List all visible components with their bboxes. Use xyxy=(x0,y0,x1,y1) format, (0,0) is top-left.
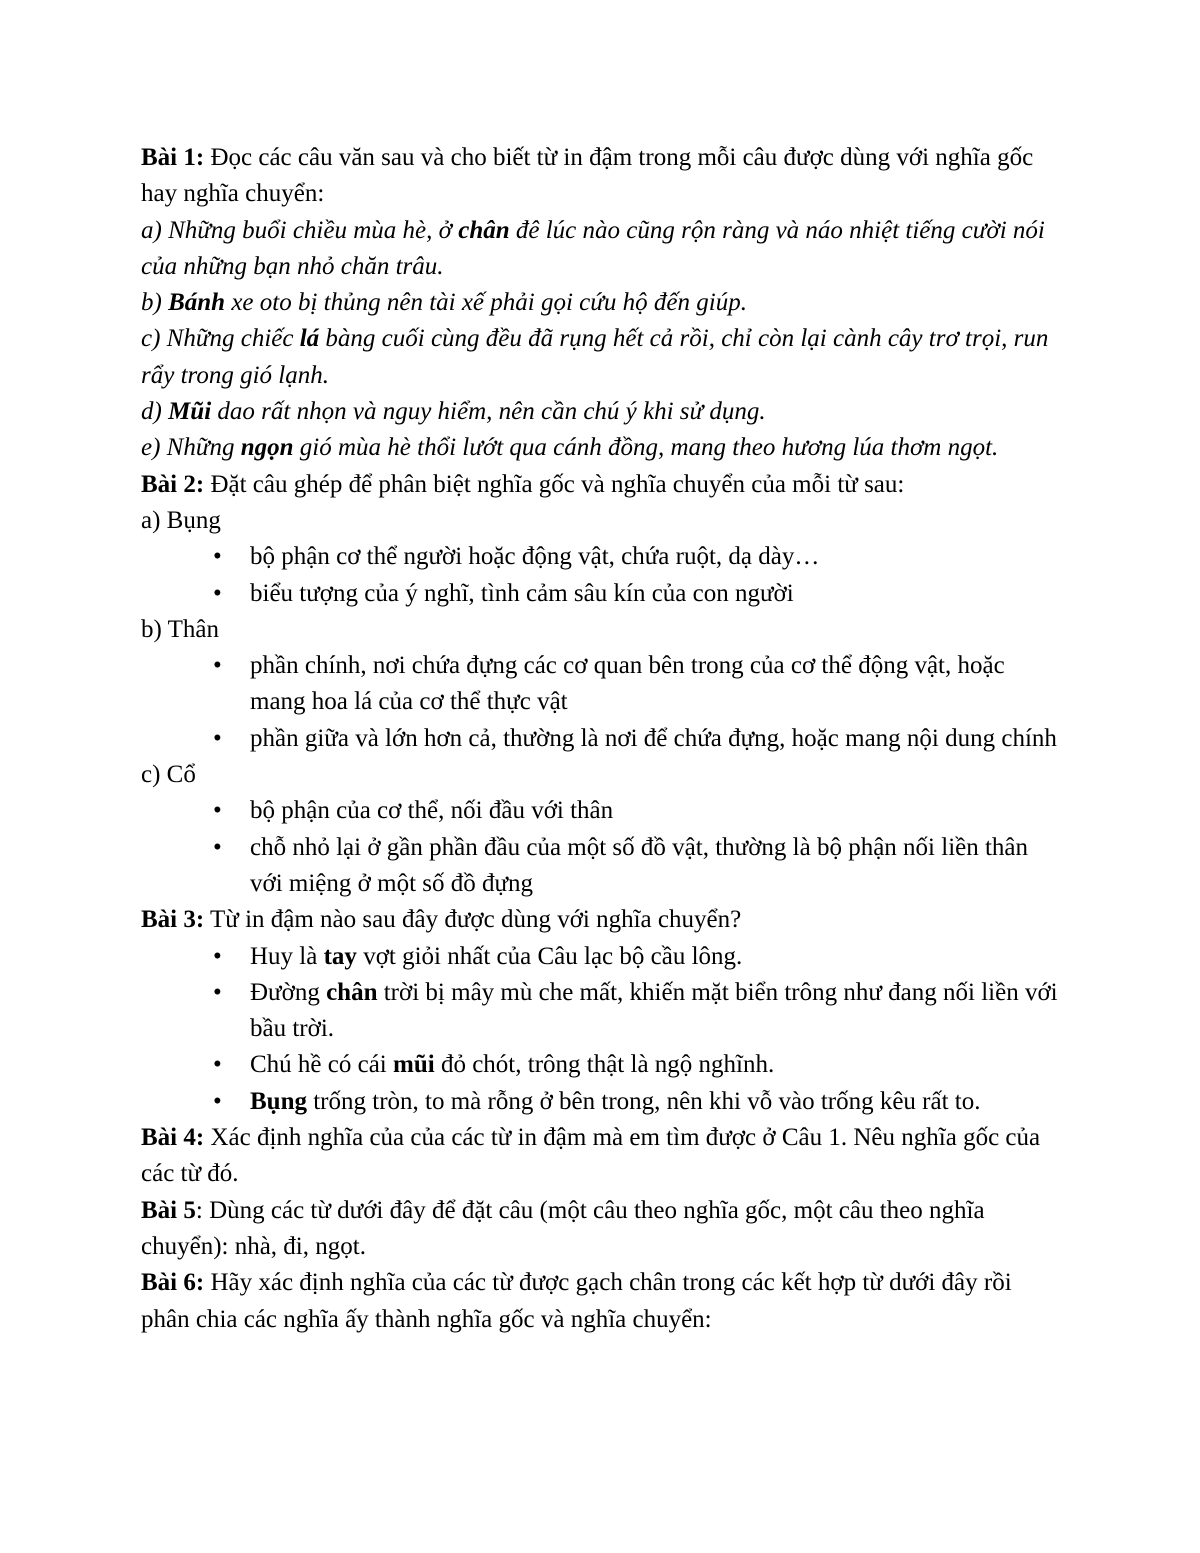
bullet-post: vợt giỏi nhất của Câu lạc bộ cầu lông. xyxy=(356,942,743,970)
item-e-pre: e) Những xyxy=(141,434,241,462)
bullet-pre: Huy là xyxy=(250,942,324,970)
bullet-bold: chân xyxy=(326,978,378,1006)
item-a-bold: chân xyxy=(458,216,510,244)
exercise-6-text: Hãy xác định nghĩa của các từ được gạch chân trong các kết hợp từ dưới đây rồi phân chia các nghĩa ấy thành nghĩa gốc và nghĩa chuyển: xyxy=(141,1269,1012,1333)
exercise-6-label: Bài 6: xyxy=(141,1269,205,1297)
list-item: • biểu tượng của ý nghĩ, tình cảm sâu kín của con người xyxy=(141,576,1061,612)
list-item: • bộ phận của cơ thể, nối đầu với thân xyxy=(141,793,1061,829)
list-item: • phần chính, nơi chứa đựng các cơ quan bên trong của cơ thể động vật, hoặc mang hoa lá của cơ thể thực vật xyxy=(141,648,1061,721)
exercise-2-group-a-title: a) Bụng xyxy=(141,506,221,534)
bullet-pre: Đường xyxy=(250,978,327,1006)
exercise-2-heading xyxy=(141,467,1061,503)
exercise-1-label: Bài 1: xyxy=(141,144,205,171)
document-body xyxy=(141,140,1061,1338)
item-b-pre: b) xyxy=(141,289,169,317)
exercise-1-item-d xyxy=(141,394,1061,430)
bullet-post: trời bị mây mù che mất, khiến mặt biển trông như đang nối liền với bầu trời. xyxy=(250,978,1058,1043)
item-e-bold: ngọn xyxy=(240,434,294,462)
exercise-4-heading xyxy=(141,1120,1061,1193)
exercise-1-heading xyxy=(141,140,1061,213)
list-item: • phần giữa và lớn hơn cả, thường là nơi để chứa đựng, hoặc mang nội dung chính xyxy=(141,721,1061,757)
exercise-3-list xyxy=(141,939,1061,1120)
bullet-post: đỏ chót, trông thật là ngộ nghĩnh. xyxy=(434,1051,775,1079)
exercise-1-item-b xyxy=(141,285,1061,321)
exercise-2-label: Bài 2: xyxy=(141,470,205,498)
exercise-3-text: Từ in đậm nào sau đây được dùng với nghĩa chuyển? xyxy=(204,906,742,934)
bullet-pre: Chú hề có cái xyxy=(250,1051,394,1079)
exercise-1-item-e xyxy=(141,430,1061,466)
item-d-bold: Mũi xyxy=(168,398,212,426)
exercise-6-heading xyxy=(141,1265,1061,1338)
bullet-bold: Bụng xyxy=(250,1087,307,1115)
exercise-2-text: Đặt câu ghép để phân biệt nghĩa gốc và nghĩa chuyển của mỗi từ sau: xyxy=(204,470,905,498)
list-item: • bộ phận cơ thể người hoặc động vật, chứa ruột, dạ dày… xyxy=(141,539,1061,575)
exercise-2-group-b-list xyxy=(141,648,1061,757)
item-c-post: bàng cuối cùng đều đã rụng hết cả rồi, chỉ còn lại cành cây trơ trọi, run rẩy trong gió lạnh. xyxy=(141,325,1049,389)
item-e-post: gió mùa hè thổi lướt qua cánh đồng, mang theo hương lúa thơm ngọt. xyxy=(293,434,999,462)
exercise-2-group-a-list xyxy=(141,539,1061,612)
list-item xyxy=(141,1047,1061,1083)
item-b-post: xe oto bị thủng nên tài xế phải gọi cứu hộ đến giúp. xyxy=(225,289,747,317)
exercise-5-heading xyxy=(141,1193,1061,1266)
list-item xyxy=(141,1084,1061,1120)
exercise-3-label: Bài 3: xyxy=(141,906,205,934)
item-a-post: đê lúc nào cũng rộn ràng và náo nhiệt tiếng cười nói của những bạn nhỏ chăn trâu. xyxy=(141,216,1045,280)
item-c-pre: c) Những chiếc xyxy=(141,325,300,353)
exercise-5-label: Bài 5 xyxy=(141,1196,196,1224)
list-item xyxy=(141,975,1061,1048)
exercise-1-item-c xyxy=(141,321,1061,394)
bullet-bold: mũi xyxy=(393,1051,435,1079)
exercise-1-item-a xyxy=(141,213,1061,286)
item-b-bold: Bánh xyxy=(168,289,226,317)
bullet-bold: tay xyxy=(323,942,357,970)
item-c-bold: lá xyxy=(299,325,320,353)
item-d-post: dao rất nhọn và nguy hiểm, nên cần chú ý khi sử dụng. xyxy=(211,398,766,426)
item-a-pre: a) Những buổi chiều mùa hè, ở xyxy=(141,216,459,244)
bullet-post: trống tròn, to mà rỗng ở bên trong, nên khi vỗ vào trống kêu rất to. xyxy=(306,1087,981,1115)
list-item xyxy=(141,939,1061,975)
item-d-pre: d) xyxy=(141,398,169,426)
list-item: • chỗ nhỏ lại ở gần phần đầu của một số đồ vật, thường là bộ phận nối liền thân với miệng ở một số đồ đựng xyxy=(141,830,1061,903)
exercise-2-group-c-list xyxy=(141,793,1061,902)
exercise-5-text: : Dùng các từ dưới đây để đặt câu (một câu theo nghĩa gốc, một câu theo nghĩa chuyển): nhà, đi, ngọt. xyxy=(141,1196,985,1260)
exercise-3-heading xyxy=(141,902,1061,938)
exercise-4-text: Xác định nghĩa của của các từ in đậm mà em tìm được ở Câu 1. Nêu nghĩa gốc của các từ đó. xyxy=(141,1124,1041,1188)
exercise-4-label: Bài 4: xyxy=(141,1124,205,1152)
exercise-2-group-b-title: b) Thân xyxy=(141,615,219,643)
exercise-2-group-c-title: c) Cổ xyxy=(141,761,196,789)
exercise-1-text: Đọc các câu văn sau và cho biết từ in đậm trong mỗi câu được dùng với nghĩa gốc hay nghĩa chuyển: xyxy=(141,144,1034,208)
